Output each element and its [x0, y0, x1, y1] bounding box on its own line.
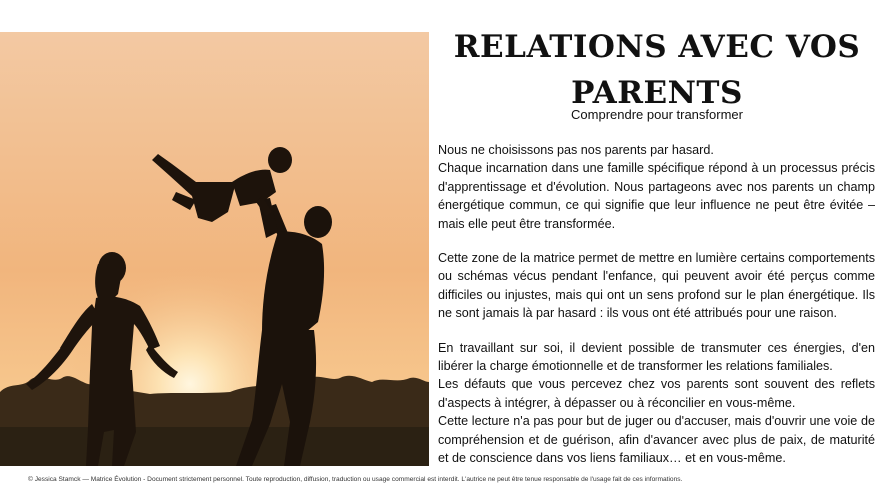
paragraph-3-line-3: Cette lecture n'a pas pour but de juger ou d'accuser, mais d'ouvrir une voie de compréhension et de guérison, afin d'avancer avec plus de paix, de maturité et de conscience dans vos liens familiaux… et en vous-même.: [438, 414, 875, 466]
ground: [0, 427, 429, 466]
paragraph-1-line-2: Chaque incarnation dans une famille spécifique répond à un processus précis d'apprentissage et d'évolution. Nous partageons avec nos parents un champ énergétique commun, ce qui signifie que leur influence ne peut être évitée – mais elle peut être transformée.: [438, 161, 875, 231]
body-text: [438, 141, 875, 468]
copyright-footer: © Jessica Stamck — Matrice Évolution - Document strictement personnel. Toute reproduction, diffusion, traduction ou usage commercial est interdit. L'autrice ne peut être tenue responsable de l'usage fait de ces informations.: [28, 476, 683, 483]
page-title: RELATIONS AVEC VOS PARENTS: [453, 29, 861, 111]
paragraph-1-line-1: Nous ne choisissons pas nos parents par hasard.: [438, 143, 714, 157]
page-subtitle: Comprendre pour transformer: [571, 107, 743, 122]
paragraph-3-line-2: Les défauts que vous percevez chez vos parents sont souvent des reflets d'aspects à intégrer, à dépasser ou à réconcilier en vous-même.: [438, 377, 875, 410]
paragraph-3-line-1: En travaillant sur soi, il devient possible de transmuter ces énergies, d'en libérer la charge émotionnelle et de transformer les relations familiales.: [438, 340, 875, 374]
photo-illustration: [0, 32, 429, 466]
paragraph-2: Cette zone de la matrice permet de mettre en lumière certains comportements ou schémas vécus pendant l'enfance, qui peuvent avoir été perçus comme difficiles ou injustes, mais qui ont un sens profond sur le plan énergétique. Ils ne sont jamais là par hasard : ils vous ont été attribués pour une raison.: [438, 251, 875, 321]
family-sunset-photo: [0, 32, 429, 466]
